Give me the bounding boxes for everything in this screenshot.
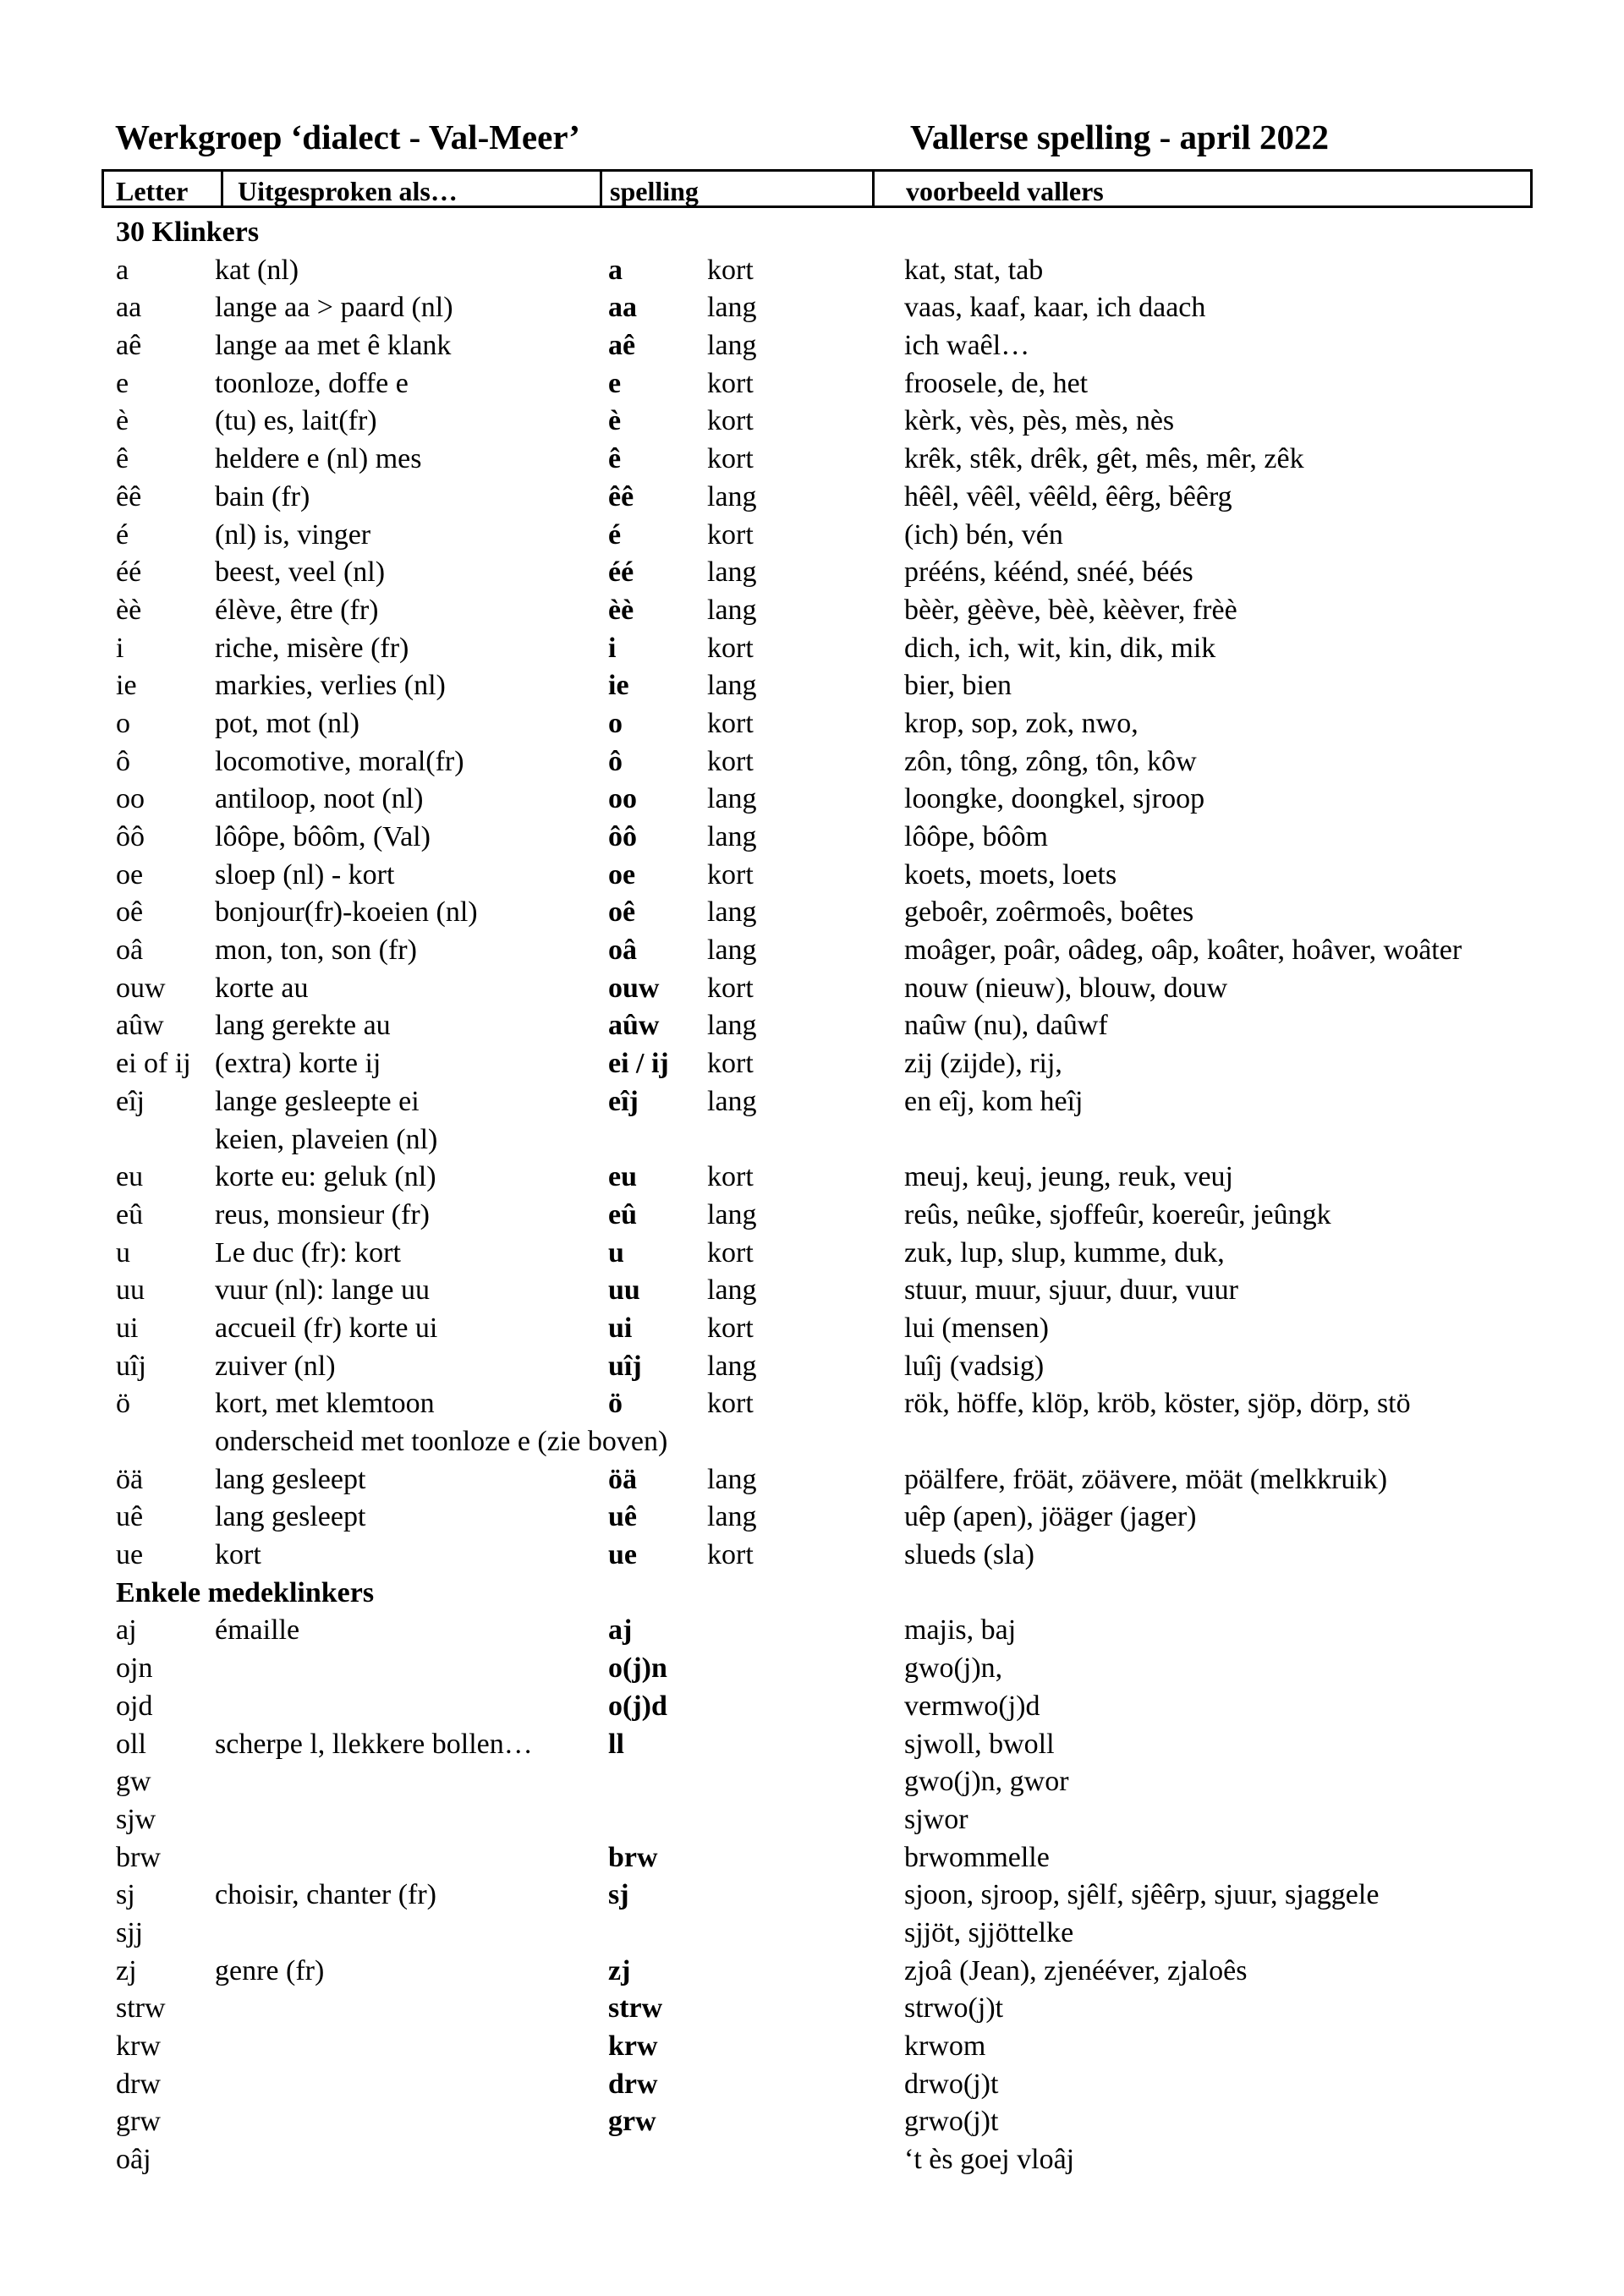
table-row xyxy=(0,781,1624,819)
length-cell: lang xyxy=(707,1350,757,1382)
table-row xyxy=(0,2141,1624,2179)
table-row xyxy=(0,970,1624,1008)
table-row xyxy=(0,479,1624,517)
letter-cell: u xyxy=(116,1236,130,1269)
column-header-spelling: spelling xyxy=(610,176,699,206)
spelling-cell: ei / ij xyxy=(608,1048,669,1080)
table-row xyxy=(0,2028,1624,2066)
length-cell: lang xyxy=(707,480,757,512)
example-cell: krêk, stêk, drêk, gêt, mês, mêr, zêk xyxy=(904,443,1304,475)
example-cell: zuk, lup, slup, kumme, duk, xyxy=(904,1236,1225,1269)
pronunciation-cell: bain (fr) xyxy=(215,480,310,512)
spelling-cell: oê xyxy=(608,896,636,929)
table-row xyxy=(0,403,1624,441)
example-cell: sjwor xyxy=(904,1803,968,1835)
pronunciation-cell: markies, verlies (nl) xyxy=(215,670,446,702)
pronunciation-cell: émaille xyxy=(215,1614,300,1647)
table-row xyxy=(0,517,1624,555)
length-cell: kort xyxy=(707,972,754,1004)
pronunciation-cell: bonjour(fr)-koeien (nl) xyxy=(215,896,478,929)
spelling-cell: uîj xyxy=(608,1350,642,1382)
letter-cell: ouw xyxy=(116,972,166,1004)
letter-cell: aûw xyxy=(116,1010,164,1042)
spelling-cell: ll xyxy=(608,1728,624,1760)
pronunciation-cell: vuur (nl): lange uu xyxy=(215,1274,430,1307)
column-divider xyxy=(600,172,602,205)
spelling-cell: eu xyxy=(608,1161,637,1193)
example-cell: sjoon, sjroop, sjêlf, sjêêrp, sjuur, sjaggele xyxy=(904,1879,1380,1911)
length-cell: kort xyxy=(707,1048,754,1080)
column-header-row xyxy=(102,169,1533,208)
letter-cell: a xyxy=(116,254,129,286)
length-cell: lang xyxy=(707,556,757,589)
pronunciation-cell: heldere e (nl) mes xyxy=(215,443,422,475)
example-cell: brwommelle xyxy=(904,1841,1050,1873)
letter-cell: krw xyxy=(116,2030,161,2062)
table-row xyxy=(0,894,1624,932)
pronunciation-cell: kat (nl) xyxy=(215,254,299,286)
length-cell: kort xyxy=(707,745,754,777)
example-cell: vaas, kaaf, kaar, ich daach xyxy=(904,292,1206,324)
spelling-cell: brw xyxy=(608,1841,658,1873)
table-row xyxy=(0,1915,1624,1953)
letter-cell: oo xyxy=(116,783,145,815)
table-row xyxy=(0,1688,1624,1726)
example-cell: sjwoll, bwoll xyxy=(904,1728,1055,1760)
length-cell: lang xyxy=(707,292,757,324)
spelling-cell: öä xyxy=(608,1463,637,1495)
example-cell: zij (zijde), rij, xyxy=(904,1048,1062,1080)
length-cell: kort xyxy=(707,405,754,437)
length-cell: kort xyxy=(707,1539,754,1571)
letter-cell: êê xyxy=(116,480,142,512)
pronunciation-cell: zuiver (nl) xyxy=(215,1350,336,1382)
letter-cell: eîj xyxy=(116,1085,145,1117)
document-subtitle: Vallerse spelling - april 2022 xyxy=(910,118,1330,156)
spelling-cell: uu xyxy=(608,1274,640,1307)
table-row xyxy=(0,743,1624,781)
table-row xyxy=(0,1197,1624,1235)
spelling-cell: êê xyxy=(608,480,634,512)
spelling-cell: a xyxy=(608,254,623,286)
table-row xyxy=(0,1650,1624,1688)
spelling-cell: eû xyxy=(608,1198,637,1230)
column-divider xyxy=(872,172,875,205)
spelling-cell: è xyxy=(608,405,622,437)
length-cell: lang xyxy=(707,1085,757,1117)
table-row xyxy=(0,327,1624,365)
length-cell: lang xyxy=(707,1463,757,1495)
example-cell: bier, bien xyxy=(904,670,1012,702)
letter-cell: aa xyxy=(116,292,142,324)
pronunciation-cell: onderscheid met toonloze e (zie boven) xyxy=(215,1426,668,1457)
spelling-cell: drw xyxy=(608,2068,658,2100)
table-row xyxy=(0,1990,1624,2028)
example-cell: majis, baj xyxy=(904,1614,1017,1647)
length-cell: lang xyxy=(707,670,757,702)
table-row xyxy=(0,365,1624,403)
table-row xyxy=(0,1007,1624,1045)
example-cell: sjjöt, sjjöttelke xyxy=(904,1916,1074,1948)
example-cell: meuj, keuj, jeung, reuk, veuj xyxy=(904,1161,1234,1193)
example-cell: koets, moets, loets xyxy=(904,858,1117,890)
letter-cell: strw xyxy=(116,1992,166,2025)
column-header-example: voorbeeld vallers xyxy=(906,176,1104,206)
length-cell: lang xyxy=(707,934,757,967)
length-cell: lang xyxy=(707,594,757,626)
length-cell: lang xyxy=(707,1274,757,1307)
column-header-letter: Letter xyxy=(116,176,189,206)
table-row xyxy=(0,630,1624,668)
letter-cell: i xyxy=(116,632,124,664)
example-cell: krop, sop, zok, nwo, xyxy=(904,707,1138,739)
spelling-cell: e xyxy=(608,367,622,399)
pronunciation-cell: keien, plaveien (nl) xyxy=(215,1123,438,1155)
pronunciation-cell: toonloze, doffe e xyxy=(215,367,409,399)
example-cell: grwo(j)t xyxy=(904,2106,999,2138)
spelling-cell: strw xyxy=(608,1992,663,2025)
letter-cell: uu xyxy=(116,1274,145,1307)
example-cell: nouw (nieuw), blouw, douw xyxy=(904,972,1228,1004)
letter-cell: ue xyxy=(116,1539,144,1571)
spelling-table xyxy=(0,214,1624,2179)
table-row xyxy=(0,289,1624,327)
document-title: Werkgroep ‘dialect - Val-Meer’ xyxy=(115,118,580,156)
pronunciation-cell: Le duc (fr): kort xyxy=(215,1236,401,1269)
length-cell: lang xyxy=(707,821,757,852)
length-cell: kort xyxy=(707,367,754,399)
length-cell: kort xyxy=(707,1312,754,1344)
spelling-cell: oo xyxy=(608,783,637,815)
length-cell: kort xyxy=(707,518,754,551)
example-cell: uêp (apen), jöäger (jager) xyxy=(904,1501,1197,1533)
length-cell: lang xyxy=(707,1010,757,1042)
example-cell: lôôpe, bôôm xyxy=(904,821,1048,852)
example-cell: ich waêl… xyxy=(904,330,1030,362)
spelling-cell: é xyxy=(608,518,622,551)
spelling-cell: aûw xyxy=(608,1010,660,1042)
length-cell: kort xyxy=(707,707,754,739)
length-cell: lang xyxy=(707,1501,757,1533)
pronunciation-cell: lang gesleept xyxy=(215,1463,366,1495)
pronunciation-cell: genre (fr) xyxy=(215,1954,325,1986)
spelling-cell: ôô xyxy=(608,821,637,852)
letter-cell: zj xyxy=(116,1954,137,1986)
length-cell: lang xyxy=(707,896,757,929)
pronunciation-cell: lange aa > paard (nl) xyxy=(215,292,453,324)
pronunciation-cell: kort xyxy=(215,1539,261,1571)
example-cell: rök, höffe, klöp, kröb, köster, sjöp, dörp, stö xyxy=(904,1388,1411,1420)
spelling-cell: o xyxy=(608,707,623,739)
example-cell: en eîj, kom heîj xyxy=(904,1085,1084,1117)
section-heading xyxy=(0,214,1624,252)
spelling-cell: ui xyxy=(608,1312,633,1344)
section-heading xyxy=(0,1575,1624,1613)
pronunciation-cell: lang gerekte au xyxy=(215,1010,391,1042)
pronunciation-cell: mon, ton, son (fr) xyxy=(215,934,417,967)
spelling-cell: ö xyxy=(608,1388,623,1420)
pronunciation-cell: lange gesleepte ei xyxy=(215,1085,420,1117)
letter-cell: ei of ij xyxy=(116,1048,191,1080)
example-cell: naûw (nu), daûwf xyxy=(904,1010,1108,1042)
spelling-cell: oâ xyxy=(608,934,637,967)
table-row xyxy=(0,819,1624,857)
table-row xyxy=(0,1461,1624,1499)
spelling-cell: aa xyxy=(608,292,637,324)
table-row xyxy=(0,1877,1624,1915)
letter-cell: ojd xyxy=(116,1690,153,1722)
length-cell: kort xyxy=(707,858,754,890)
letter-cell: grw xyxy=(116,2106,161,2138)
table-row xyxy=(0,1159,1624,1197)
length-cell: lang xyxy=(707,330,757,362)
letter-cell: aê xyxy=(116,330,142,362)
length-cell: kort xyxy=(707,1161,754,1193)
letter-cell: uê xyxy=(116,1501,144,1533)
letter-cell: éé xyxy=(116,556,142,589)
letter-cell: ê xyxy=(116,443,129,475)
spelling-cell: oe xyxy=(608,858,636,890)
example-cell: gwo(j)n, xyxy=(904,1652,1003,1685)
letter-cell: sjj xyxy=(116,1916,144,1948)
letter-cell: ôô xyxy=(116,821,145,852)
pronunciation-cell: reus, monsieur (fr) xyxy=(215,1198,430,1230)
table-row xyxy=(0,1310,1624,1348)
letter-cell: ojn xyxy=(116,1652,153,1685)
spelling-cell: o(j)d xyxy=(608,1690,667,1722)
pronunciation-cell: (nl) is, vinger xyxy=(215,518,371,551)
table-row xyxy=(0,1272,1624,1310)
example-cell: bèèr, gèève, bèè, kèèver, frèè xyxy=(904,594,1237,626)
spelling-cell: aj xyxy=(608,1614,633,1647)
spelling-cell: krw xyxy=(608,2030,658,2062)
pronunciation-cell: lang gesleept xyxy=(215,1501,366,1533)
letter-cell: oâj xyxy=(116,2144,151,2176)
table-row xyxy=(0,1839,1624,1877)
letter-cell: sj xyxy=(116,1879,135,1911)
pronunciation-cell: kort, met klemtoon xyxy=(215,1388,435,1420)
spelling-cell: o(j)n xyxy=(608,1652,667,1685)
letter-cell: gw xyxy=(116,1766,151,1798)
pronunciation-cell: locomotive, moral(fr) xyxy=(215,745,464,777)
pronunciation-cell: beest, veel (nl) xyxy=(215,556,386,589)
example-cell: kat, stat, tab xyxy=(904,254,1044,286)
pronunciation-cell: antiloop, noot (nl) xyxy=(215,783,424,815)
spelling-cell: i xyxy=(608,632,617,664)
example-cell: geboêr, zoêrmoês, boêtes xyxy=(904,896,1194,929)
pronunciation-cell: riche, misère (fr) xyxy=(215,632,409,664)
table-row xyxy=(0,1612,1624,1650)
table-row xyxy=(0,1801,1624,1839)
spelling-cell: sj xyxy=(608,1879,629,1911)
spelling-cell: uê xyxy=(608,1501,637,1533)
spelling-cell: èè xyxy=(608,594,634,626)
pronunciation-cell: élève, être (fr) xyxy=(215,594,379,626)
example-cell: reûs, neûke, sjoffeûr, koereûr, jeûngk xyxy=(904,1198,1331,1230)
spelling-cell: ie xyxy=(608,670,629,702)
table-row xyxy=(0,932,1624,970)
table-row xyxy=(0,2066,1624,2104)
table-row xyxy=(0,1083,1624,1121)
table-row xyxy=(0,1235,1624,1273)
example-cell: (ich) bén, vén xyxy=(904,518,1063,551)
letter-cell: oe xyxy=(116,858,144,890)
letter-cell: oê xyxy=(116,896,144,929)
spelling-cell: ue xyxy=(608,1539,637,1571)
letter-cell: brw xyxy=(116,1841,161,1873)
length-cell: lang xyxy=(707,783,757,815)
table-row xyxy=(0,857,1624,895)
pronunciation-cell: scherpe l, llekkere bollen… xyxy=(215,1728,533,1760)
spelling-cell: eîj xyxy=(608,1085,639,1117)
example-cell: krwom xyxy=(904,2030,986,2062)
example-cell: kèrk, vès, pès, mès, nès xyxy=(904,405,1175,437)
example-cell: hêêl, vêêl, vêêld, êêrg, bêêrg xyxy=(904,480,1232,512)
example-cell: moâger, poâr, oâdeg, oâp, koâter, hoâver, woâter xyxy=(904,934,1462,967)
length-cell: kort xyxy=(707,254,754,286)
spelling-cell: ouw xyxy=(608,972,660,1004)
spelling-cell: zj xyxy=(608,1954,631,1986)
letter-cell: ô xyxy=(116,745,130,777)
spelling-cell: ê xyxy=(608,443,622,475)
letter-cell: drw xyxy=(116,2068,161,2100)
letter-cell: ie xyxy=(116,670,137,702)
table-row xyxy=(0,1763,1624,1801)
pronunciation-cell: choisir, chanter (fr) xyxy=(215,1879,437,1911)
spelling-cell: éé xyxy=(608,556,634,589)
pronunciation-cell: lange aa met ê klank xyxy=(215,330,452,362)
column-divider xyxy=(221,172,223,205)
table-row xyxy=(0,1121,1624,1159)
example-cell: gwo(j)n, gwor xyxy=(904,1766,1069,1798)
example-cell: pöälfere, fröät, zöävere, möät (melkkruik) xyxy=(904,1463,1388,1495)
example-cell: froosele, de, het xyxy=(904,367,1089,399)
letter-cell: aj xyxy=(116,1614,137,1647)
length-cell: kort xyxy=(707,1388,754,1420)
spelling-cell: grw xyxy=(608,2106,656,2138)
table-row xyxy=(0,554,1624,592)
table-row xyxy=(0,1953,1624,1991)
length-cell: kort xyxy=(707,443,754,475)
letter-cell: ö xyxy=(116,1388,130,1420)
example-cell: slueds (sla) xyxy=(904,1539,1034,1571)
table-row xyxy=(0,1348,1624,1386)
table-row xyxy=(0,441,1624,479)
example-cell: lui (mensen) xyxy=(904,1312,1049,1344)
letter-cell: öä xyxy=(116,1463,144,1495)
table-row xyxy=(0,705,1624,743)
table-row xyxy=(0,1537,1624,1575)
letter-cell: oâ xyxy=(116,934,144,967)
pronunciation-cell: sloep (nl) - kort xyxy=(215,858,395,890)
example-cell: prééns, kéénd, snéé, béés xyxy=(904,556,1193,589)
letter-cell: ui xyxy=(116,1312,139,1344)
length-cell: kort xyxy=(707,632,754,664)
pronunciation-cell: lôôpe, bôôm, (Val) xyxy=(215,821,431,852)
example-cell: strwo(j)t xyxy=(904,1992,1004,2025)
pronunciation-cell: pot, mot (nl) xyxy=(215,707,359,739)
length-cell: lang xyxy=(707,1198,757,1230)
example-cell: vermwo(j)d xyxy=(904,1690,1040,1722)
letter-cell: o xyxy=(116,707,130,739)
example-cell: drwo(j)t xyxy=(904,2068,999,2100)
table-row xyxy=(0,1499,1624,1537)
example-cell: zôn, tông, zông, tôn, kôw xyxy=(904,745,1197,777)
letter-cell: è xyxy=(116,405,129,437)
table-row xyxy=(0,667,1624,705)
pronunciation-cell: (tu) es, lait(fr) xyxy=(215,405,377,437)
table-row xyxy=(0,1045,1624,1083)
example-cell: ‘t ès goej vloâj xyxy=(904,2144,1075,2176)
table-row xyxy=(0,1385,1624,1423)
letter-cell: uîj xyxy=(116,1350,146,1382)
letter-cell: eû xyxy=(116,1198,144,1230)
spelling-cell: u xyxy=(608,1236,624,1269)
pronunciation-cell: (extra) korte ij xyxy=(215,1048,381,1080)
example-cell: luîj (vadsig) xyxy=(904,1350,1045,1382)
letter-cell: sjw xyxy=(116,1803,156,1835)
pronunciation-cell: korte eu: geluk (nl) xyxy=(215,1161,436,1193)
letter-cell: e xyxy=(116,367,129,399)
table-row xyxy=(0,252,1624,290)
length-cell: kort xyxy=(707,1236,754,1269)
example-cell: loongke, doongkel, sjroop xyxy=(904,783,1205,815)
table-row xyxy=(0,2103,1624,2141)
example-cell: dich, ich, wit, kin, dik, mik xyxy=(904,632,1216,664)
example-cell: zjoâ (Jean), zjenééver, zjaloês xyxy=(904,1954,1248,1986)
spelling-cell: aê xyxy=(608,330,636,362)
pronunciation-cell: korte au xyxy=(215,972,309,1004)
letter-cell: èè xyxy=(116,594,142,626)
letter-cell: oll xyxy=(116,1728,146,1760)
pronunciation-cell: accueil (fr) korte ui xyxy=(215,1312,438,1344)
table-row xyxy=(0,1726,1624,1764)
spelling-cell: ô xyxy=(608,745,623,777)
table-row xyxy=(0,592,1624,630)
letter-cell: é xyxy=(116,518,129,551)
table-row xyxy=(0,1423,1624,1461)
column-header-pronounced: Uitgesproken als… xyxy=(238,176,458,206)
section-title: 30 Klinkers xyxy=(116,216,260,248)
example-cell: stuur, muur, sjuur, duur, vuur xyxy=(904,1274,1238,1307)
section-title: Enkele medeklinkers xyxy=(116,1576,375,1608)
letter-cell: eu xyxy=(116,1161,144,1193)
